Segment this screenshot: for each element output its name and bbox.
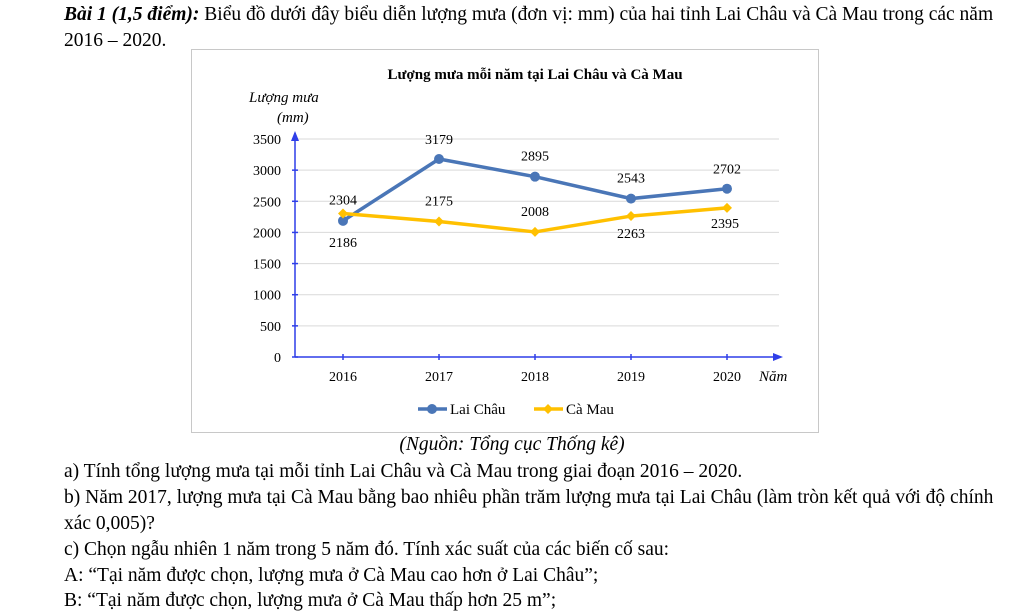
chart-title: Lượng mưa mỗi năm tại Lai Châu và Cà Mau <box>387 67 683 83</box>
data-label-ca-mau: 2263 <box>617 227 645 243</box>
y-tick-label: 3000 <box>253 164 281 180</box>
x-tick-label: 2020 <box>713 370 741 385</box>
question-c: c) Chọn ngẫu nhiên 1 năm trong 5 năm đó. Tính xác suất của các biến cố sau: <box>64 539 670 560</box>
problem-heading: Bài 1 (1,5 điểm): <box>64 4 200 25</box>
data-point-ca-mau <box>530 227 540 237</box>
data-label-lai-chau: 2895 <box>521 149 549 165</box>
y-tick-label: 0 <box>274 351 281 366</box>
data-label-lai-chau: 2543 <box>617 171 645 187</box>
problem-intro <box>64 2 994 54</box>
data-point-lai-chau <box>626 194 636 204</box>
x-tick-label: 2016 <box>329 370 357 385</box>
data-point-lai-chau <box>434 154 444 164</box>
x-tick-label: 2017 <box>425 370 453 385</box>
data-label-ca-mau: 2395 <box>711 216 739 232</box>
data-label-lai-chau: 2702 <box>713 162 741 178</box>
data-point-lai-chau <box>722 184 732 194</box>
data-label-ca-mau: 2304 <box>329 193 357 209</box>
x-tick-label: 2019 <box>617 370 645 385</box>
y-tick-label: 3500 <box>253 133 281 148</box>
y-tick-label: 1000 <box>253 288 281 304</box>
data-label-lai-chau: 2186 <box>329 235 357 251</box>
question-a: a) Tính tổng lượng mưa tại mỗi tỉnh Lai Châu và Cà Mau trong giai đoạn 2016 – 2020. <box>64 461 743 482</box>
event-b: B: “Tại năm được chọn, lượng mưa ở Cà Mau thấp hơn 25 m”; <box>64 590 557 611</box>
y-axis-arrow <box>291 131 299 141</box>
problem-intro-text: Biểu đồ dưới đây biểu diễn lượng mưa (đơn vị: mm) của hai tỉnh Lai Châu và Cà Mau trong các năm 2016 – 2020. <box>64 4 994 51</box>
y-axis-unit: (mm) <box>277 110 309 126</box>
x-axis-label: Năm <box>759 369 788 385</box>
data-label-ca-mau: 2008 <box>521 204 549 220</box>
y-tick-label: 2500 <box>253 195 281 211</box>
y-tick-label: 1500 <box>253 257 281 273</box>
x-tick-label: 2018 <box>521 370 549 385</box>
legend-label-ca-mau: Cà Mau <box>566 402 614 418</box>
x-axis-arrow <box>773 353 783 361</box>
legend-label-lai-chau: Lai Châu <box>450 402 506 418</box>
question-b: b) Năm 2017, lượng mưa tại Cà Mau bằng bao nhiêu phần trăm lượng mưa tại Lai Châu (làm tròn kết quả với độ chính xác 0,005)? <box>64 487 994 534</box>
data-point-ca-mau <box>722 203 732 213</box>
data-point-ca-mau <box>626 211 636 221</box>
data-label-ca-mau: 2175 <box>425 194 453 210</box>
y-axis-label: Lượng mưa <box>249 90 319 106</box>
legend-marker-ca-mau <box>543 404 553 414</box>
data-point-lai-chau <box>530 172 540 182</box>
y-tick-label: 2000 <box>253 226 281 242</box>
data-point-ca-mau <box>434 217 444 227</box>
event-a: A: “Tại năm được chọn, lượng mưa ở Cà Mau cao hơn ở Lai Châu”; <box>64 565 599 586</box>
data-label-lai-chau: 3179 <box>425 132 453 148</box>
chart-container <box>191 49 819 433</box>
rainfall-line-chart <box>192 50 820 434</box>
legend-marker-lai-chau <box>427 404 437 414</box>
data-source: (Nguồn: Tổng cục Thống kê) <box>399 434 625 455</box>
y-tick-label: 500 <box>260 319 281 335</box>
